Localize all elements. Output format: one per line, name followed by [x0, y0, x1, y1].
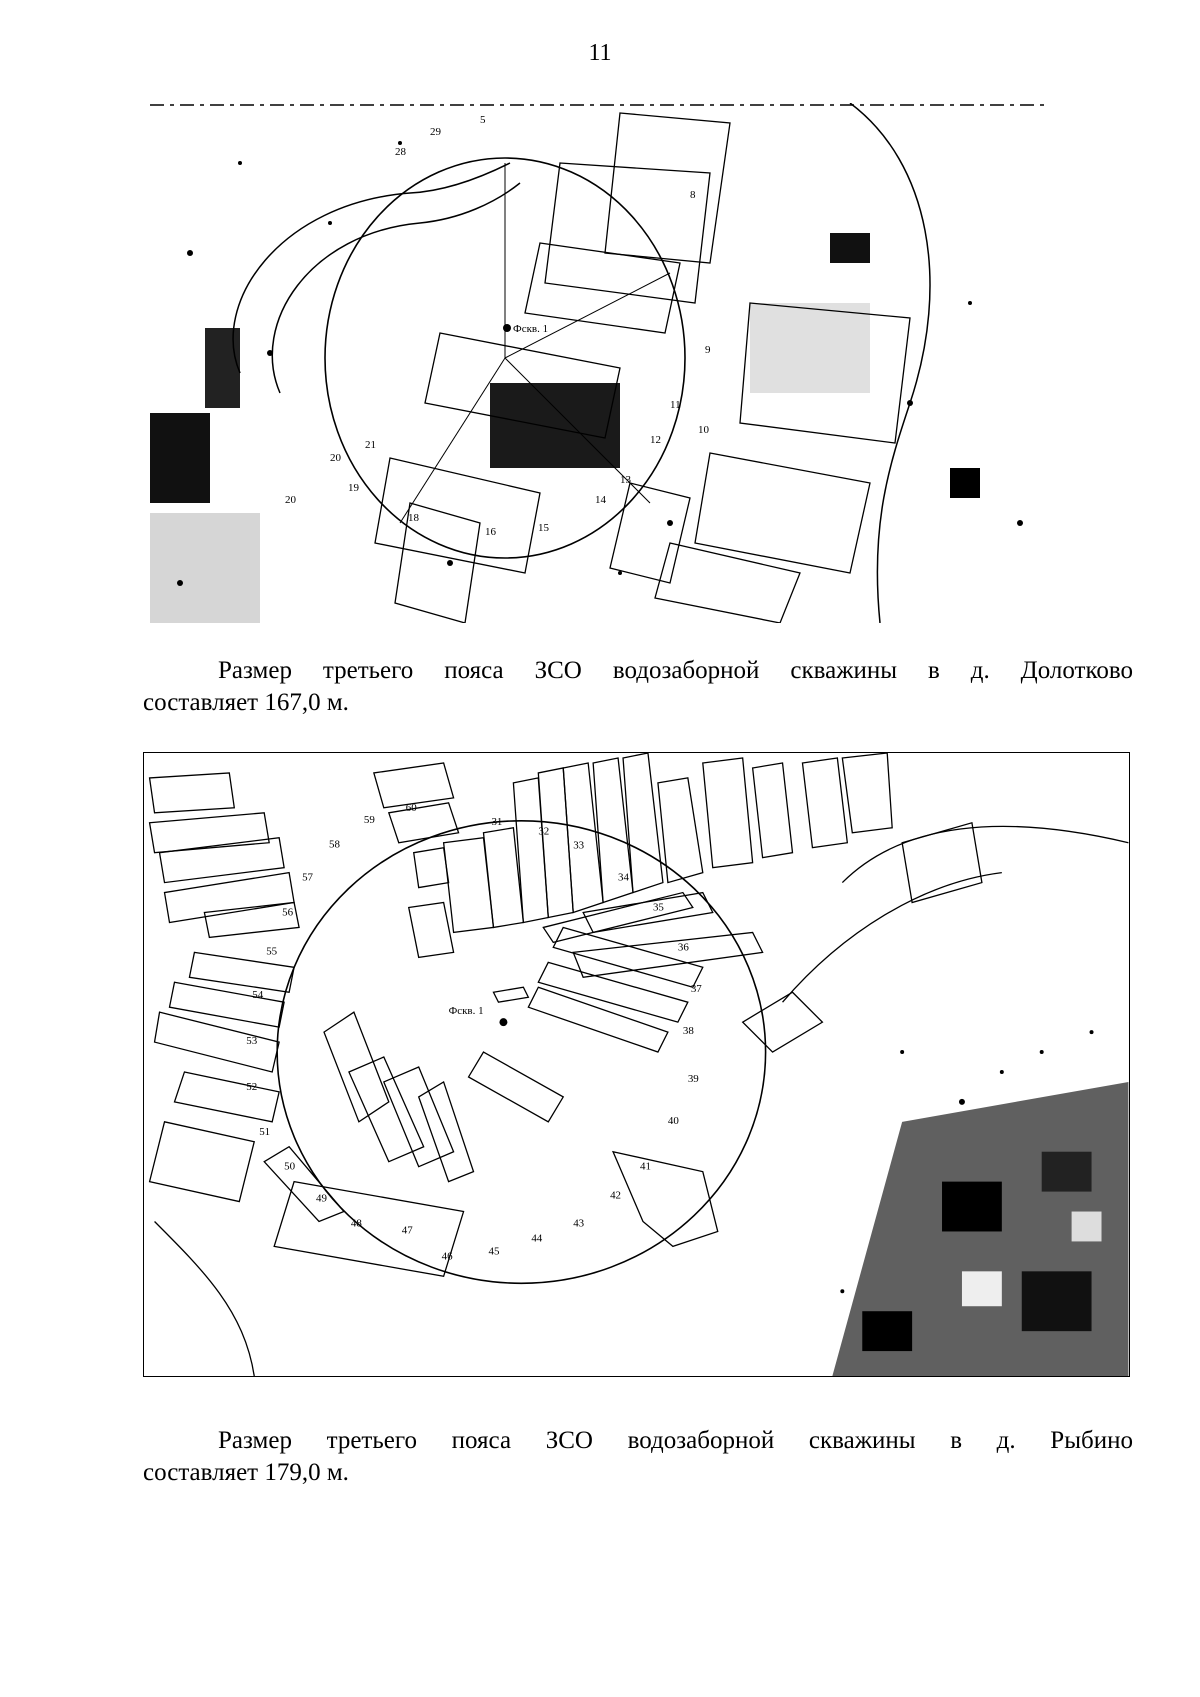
dark-patch	[830, 233, 870, 263]
caption-line: составляет 167,0 м.	[143, 689, 349, 716]
point-label: 51	[259, 1125, 271, 1138]
point-label: 34	[618, 871, 630, 884]
point-label: 50	[284, 1160, 296, 1173]
land-parcels	[150, 763, 459, 1202]
point-label: 20	[285, 494, 296, 506]
point-label: 15	[538, 522, 549, 534]
point-label: 44	[531, 1232, 543, 1245]
point-label: 56	[282, 906, 294, 919]
well-label: Фскв. 1	[448, 1005, 484, 1018]
point-label: 41	[639, 1160, 651, 1173]
point-label: 53	[246, 1035, 258, 1048]
point-label: 58	[328, 838, 340, 851]
land-parcels	[444, 753, 982, 1052]
point-label: 37	[690, 983, 702, 996]
point-label: 18	[408, 512, 419, 524]
point-label: 20	[330, 452, 341, 464]
point-label: 19	[348, 482, 359, 494]
well-marker	[499, 1018, 507, 1026]
point-label: 8	[690, 189, 696, 201]
point-label: 32	[538, 825, 550, 838]
caption-dolotkovo	[143, 655, 1133, 719]
gray-patch	[750, 303, 870, 393]
point-labels	[246, 802, 702, 1263]
well-label: Фскв. 1	[513, 323, 549, 335]
point-label: 35	[652, 901, 664, 914]
well-marker	[503, 324, 511, 332]
point-label: 40	[667, 1114, 679, 1127]
point-label: 57	[302, 871, 314, 884]
point-label: 48	[350, 1217, 362, 1230]
point-label: 13	[620, 474, 631, 486]
dark-patch	[490, 383, 620, 468]
point-label: 45	[488, 1245, 500, 1258]
dark-patch	[950, 468, 980, 498]
caption-line: Размер третьего пояса ЗСО водозаборной скважины в д. Рыбино	[218, 1427, 1133, 1454]
point-label: 16	[485, 526, 496, 538]
point-label: 39	[687, 1072, 699, 1085]
point-label: 52	[246, 1080, 258, 1093]
point-label: 47	[401, 1224, 413, 1237]
point-label: 42	[610, 1189, 622, 1202]
point-label: 14	[595, 494, 606, 506]
point-label: 43	[573, 1217, 585, 1230]
point-label: 54	[252, 989, 264, 1002]
map-dolotkovo	[150, 103, 1050, 623]
caption-line: Размер третьего пояса ЗСО водозаборной скважины в д. Долотково	[218, 657, 1133, 684]
gray-patch	[150, 513, 260, 623]
point-label: 12	[650, 434, 661, 446]
point-label: 29	[430, 126, 441, 138]
point-label: 46	[441, 1250, 453, 1263]
point-label: 60	[405, 801, 417, 814]
caption-rybino	[143, 1425, 1133, 1489]
page-number: 11	[588, 40, 612, 66]
point-label: 11	[670, 399, 681, 411]
point-labels	[285, 114, 711, 538]
point-label: 49	[316, 1192, 327, 1205]
land-parcels	[264, 848, 762, 1277]
point-label: 55	[266, 945, 278, 958]
dark-patch	[205, 328, 240, 408]
point-label: 10	[698, 424, 709, 436]
zone-rays	[400, 163, 670, 523]
point-label: 59	[363, 813, 375, 826]
dark-region	[832, 1082, 1128, 1376]
caption-line: составляет 179,0 м.	[143, 1459, 349, 1486]
map-dolotkovo-drawing	[150, 103, 1050, 623]
point-label: 33	[573, 839, 585, 852]
point-label: 38	[682, 1025, 694, 1038]
point-label: 5	[480, 114, 486, 126]
point-label: 31	[491, 815, 503, 828]
point-label: 36	[677, 941, 689, 954]
map-rybino	[143, 752, 1130, 1377]
dark-patch	[150, 413, 210, 503]
point-label: 9	[705, 344, 711, 356]
point-label: 28	[395, 146, 406, 158]
map-rybino-drawing	[144, 753, 1129, 1376]
point-label: 21	[365, 439, 376, 451]
